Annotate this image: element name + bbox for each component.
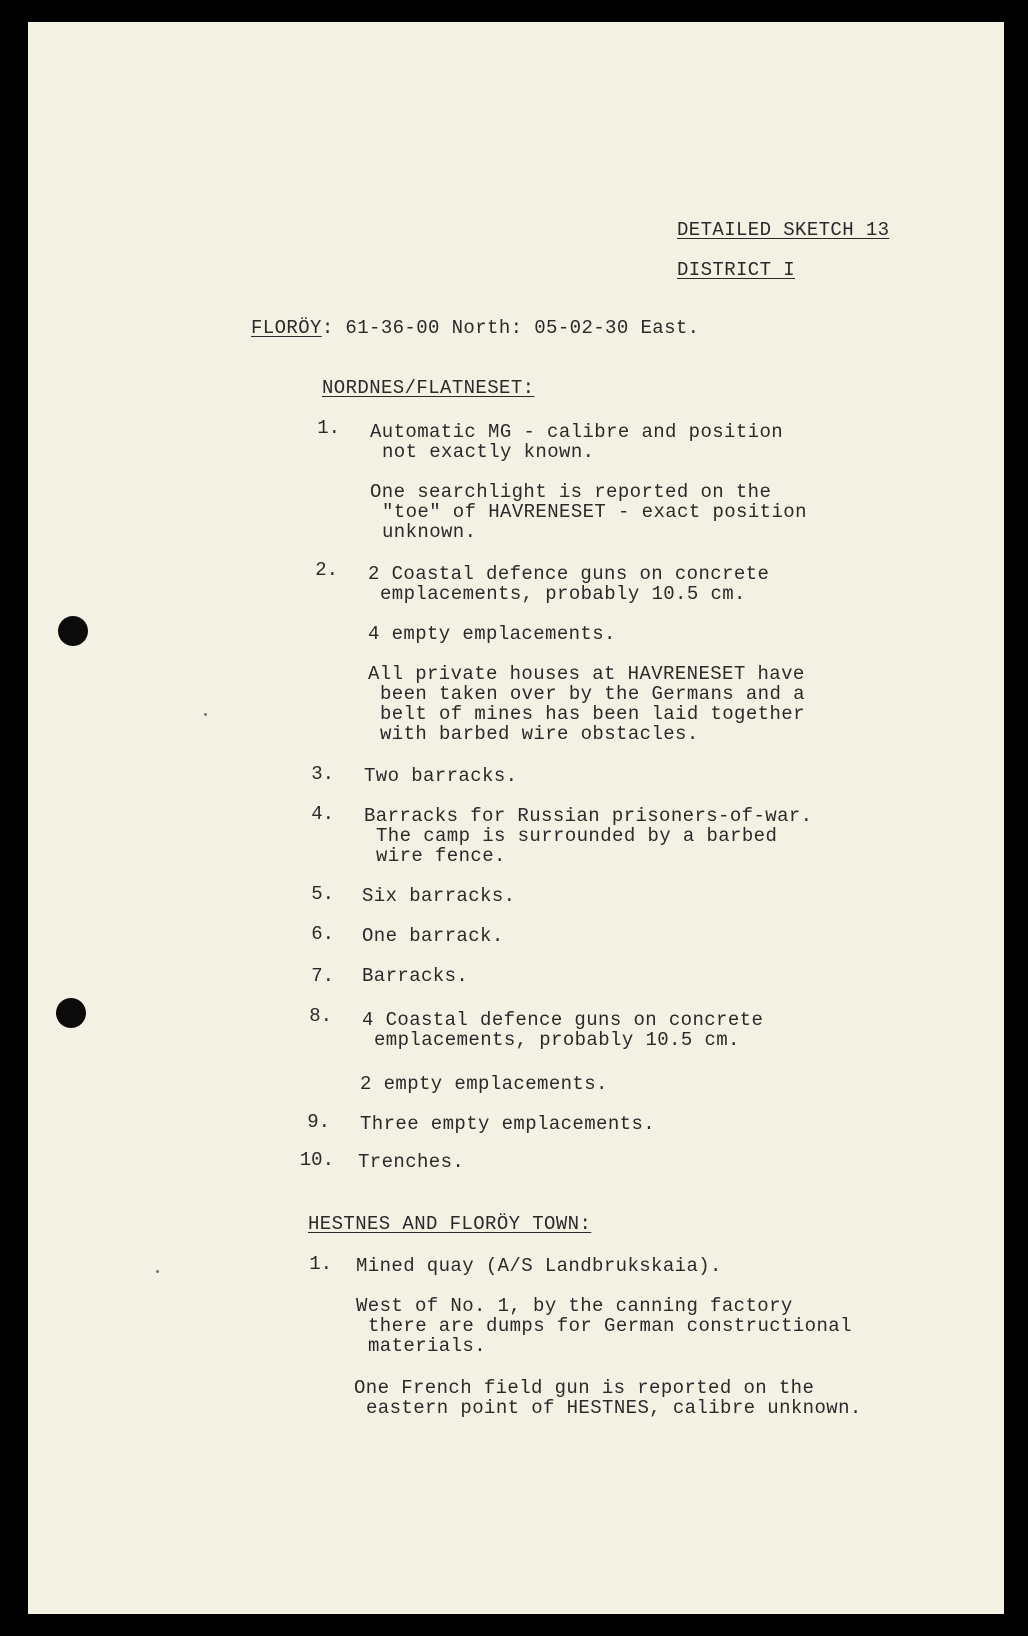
item-text: Two barracks. bbox=[364, 765, 518, 787]
section-title: NORDNES/FLATNESET: bbox=[322, 377, 535, 399]
item-number: 8. bbox=[309, 1005, 332, 1027]
item-number: 4. bbox=[311, 803, 334, 825]
item-text: One barrack. bbox=[362, 925, 504, 947]
district-heading: DISTRICT I bbox=[677, 259, 796, 281]
item-text: 2 Coastal defence guns on concrete emplacements, probably 10.5 cm. bbox=[368, 563, 770, 605]
item-number: 6. bbox=[311, 923, 334, 945]
sketch-heading: DETAILED SKETCH 13 bbox=[677, 219, 890, 241]
location-name: FLORÖY bbox=[251, 317, 322, 339]
item-number: 7. bbox=[311, 965, 334, 987]
item-number: 5. bbox=[311, 883, 334, 905]
item-number: 9. bbox=[307, 1111, 330, 1133]
item-text: Barracks. bbox=[362, 965, 469, 987]
location-line bbox=[251, 318, 699, 338]
item-text: 4 Coastal defence guns on concrete emplacements, probably 10.5 cm. bbox=[362, 1009, 764, 1051]
item-note: 2 empty emplacements. bbox=[360, 1073, 608, 1095]
item-note: All private houses at HAVRENESET have been taken over by the Germans and a belt of mines has been laid together with barbed wire obstacles. bbox=[368, 663, 805, 745]
item-number: 3. bbox=[311, 763, 334, 785]
item-text: Six barracks. bbox=[362, 885, 516, 907]
punch-hole-bottom bbox=[56, 998, 86, 1028]
item-text: Mined quay (A/S Landbrukskaia). bbox=[356, 1255, 722, 1277]
item-number: 1. bbox=[309, 1253, 332, 1275]
item-number: 2. bbox=[315, 559, 338, 581]
item-note: 4 empty emplacements. bbox=[368, 623, 616, 645]
item-number: 1. bbox=[317, 417, 340, 439]
item-number: 10. bbox=[299, 1149, 334, 1171]
item-text: Trenches. bbox=[358, 1151, 465, 1173]
punch-hole-top bbox=[58, 616, 88, 646]
item-note: One searchlight is reported on the "toe" of HAVRENESET - exact position unknown. bbox=[370, 481, 807, 543]
speck bbox=[204, 713, 207, 716]
location-coords: : 61-36-00 North: 05-02-30 East. bbox=[321, 317, 700, 339]
item-text: Automatic MG - calibre and position not exactly known. bbox=[370, 421, 784, 463]
speck bbox=[156, 1270, 159, 1273]
item-text: Barracks for Russian prisoners-of-war. The camp is surrounded by a barbed wire fence. bbox=[364, 805, 813, 867]
item-text: Three empty emplacements. bbox=[360, 1113, 656, 1135]
item-note: One French field gun is reported on the eastern point of HESTNES, calibre unknown. bbox=[354, 1377, 862, 1419]
section-title: HESTNES AND FLORÖY TOWN: bbox=[308, 1213, 592, 1235]
item-note: West of No. 1, by the canning factory there are dumps for German constructional materials. bbox=[356, 1295, 852, 1357]
